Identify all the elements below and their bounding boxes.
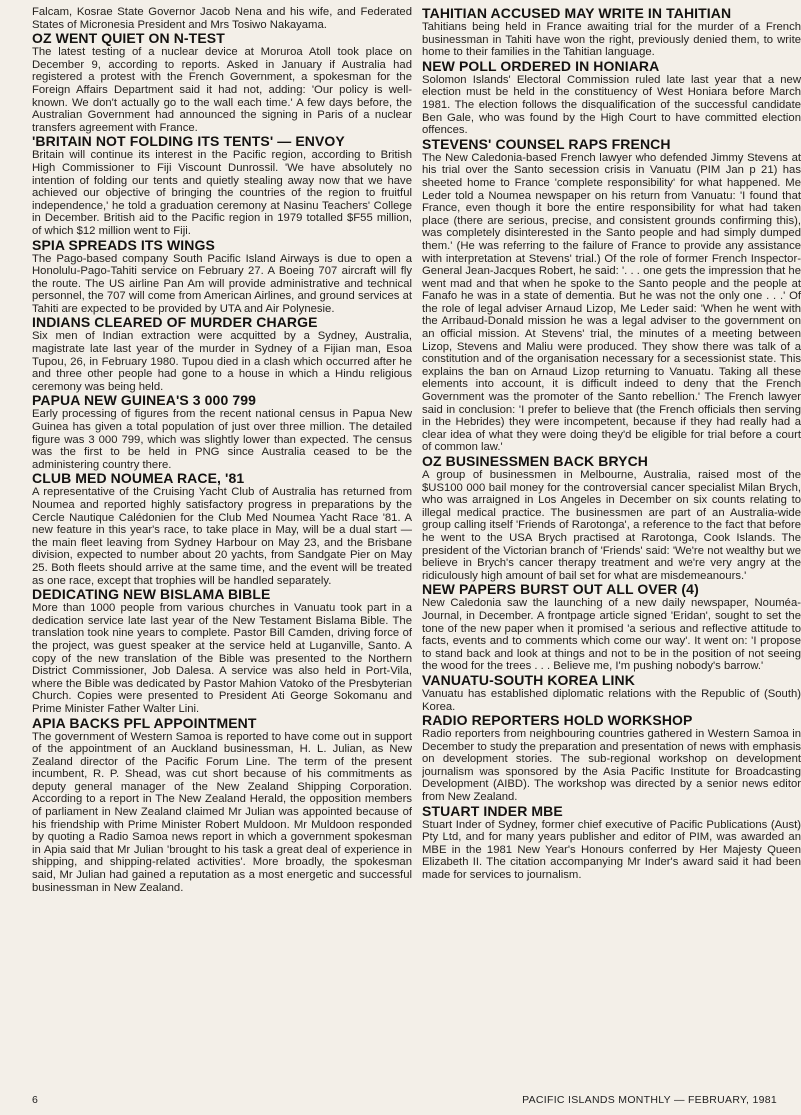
article-stuart-inder [422, 804, 801, 882]
article-body: A representative of the Cruising Yacht Club of Australia has returned from Noumea and reported highly satisfactory progress in preparations by the Cercle Nautique Calédonien for the Club Med Noumea Yacht Race '81. A new feature in this year's race, to take place in May, will be a dual start — the main fleet leaving from Sydney Harbour on May 23, and the Brisbane division, expected to number about 20 yachts, from Sandgate Pier on May 25. Both fleets should arrive at the same time, and the event will be treated as one race, except that trophies will be handled separately. [32, 486, 412, 587]
article-body: The New Caledonia-based French lawyer who defended Jimmy Stevens at his trial over the Santo secession crisis in Vanuatu (PIM Jan p 21) has sheeted home to France 'complete responsibility' for what happened. Me Leder told a Noumea newspaper on his return from Vanuatu: 'I found that France, even though it bore the entire responsibility for what had taken place (there are serious, precise, and consistent grounds confirming this), was completely disinterested in the Santo people and had simply dumped them.' (He was referring to the failure of France to provide any assistance with interpretation at Stevens' trial.) Of the role of former French Inspector-General Jean-Jacques Robert, he said: '. . . one gets the impression that he went mad and that when he spoke to the Santo people and the people at Fanafo he was in a state of dementia. But he was not the only one . . .' Of the role of legal adviser Arnaud Lizop, Me Leder said: 'When he went with the Arribaud-Donald mission he was a legal adviser to the government on an official mission. At Stevens' trial, the minutes of a meeting between Lizop, Stevens and Maliu were produced. They show there was talk of a constitution and of the organisation necessary for a secessionist state. This explains the ban on Arnaud Lizop returning to Vanuatu. Taking all these elements into account, it is difficult indeed to deny that the French Government was the promoter of the Santo rebellion.' The French lawyer said in conclusion: 'I prefer to believe that (the French officials then serving in the Hebrides) they were incompetent, because if they had really had a clear idea of what they were doing they'd be eligible for trial before a court of common law.' [422, 151, 801, 454]
article-png-census [32, 393, 412, 471]
article-britain-envoy [32, 134, 412, 237]
article-vanuatu-korea [422, 673, 801, 713]
article-headline: DEDICATING NEW BISLAMA BIBLE [32, 586, 271, 603]
article-headline: RADIO REPORTERS HOLD WORKSHOP [422, 712, 693, 729]
article-spia-wings [32, 238, 412, 316]
article-bislama-bible [32, 587, 412, 715]
article-body: The government of Western Samoa is reported to have come out in support of the appointment of an Auckland businessman, H. L. Julian, as New Zealand director of the Pacific Forum Line. The term of the present incumbent, R. P. Shead, was cut short because of his commitments as deputy general manager of the New Zealand Shipping Corporation. According to a report in The New Zealand Herald, the opposition members of parliament in New Zealand claimed Mr Julian was appointed because of his friendship with Prime Minister Robert Muldoon. Mr Muldoon responded by quoting a Radio Samoa news report in which a government spokesman in Apia said that Mr Julian 'brought to his task a great deal of experience in shipping, and shipping-related activities'. More broadly, the spokesman said, Mr Julian had gained a reputation as a most energetic and successful businessman in New Zealand. [32, 730, 412, 894]
article-body: Falcam, Kosrae State Governor Jacob Nena and his wife, and Federated States of Micronesia President and Mrs Tosiwo Nakayama. [32, 6, 412, 31]
right-column [422, 6, 801, 882]
article-brych-bail [422, 454, 801, 582]
article-headline: APIA BACKS PFL APPOINTMENT [32, 714, 257, 731]
article-headline: INDIANS CLEARED OF MURDER CHARGE [32, 314, 318, 331]
article-radio-workshop [422, 713, 801, 804]
article-body: Early processing of figures from the recent national census in Papua New Guinea has given a total population of just over three million. The detailed figure was 3 000 799, which was slightly lower than expected. The census was the first to be held in PNG since Australia ceased to be the administering country there. [32, 408, 412, 471]
article-indians-cleared [32, 315, 412, 393]
article-stevens-counsel [422, 137, 801, 454]
article-body: The latest testing of a nuclear device at Moruroa Atoll took place on December 9, according to reports. Asked in January if Australia had registered a protest with the French Government, a spokesman for the Foreign Affairs Department said it had not, adding: 'Our policy is well-known. We don't actually go to the wall each time.' A few days before, the Australian Government had announced the signing in Paris of a nuclear transfers agreement with France. [32, 46, 412, 134]
article-headline: PAPUA NEW GUINEA'S 3 000 799 [32, 392, 256, 409]
article-headline: OZ WENT QUIET ON N-TEST [32, 30, 225, 47]
article-headline: TAHITIAN ACCUSED MAY WRITE IN TAHITIAN [422, 6, 732, 21]
article-body: Radio reporters from neighbouring countries gathered in Western Samoa in December to study the preparation and presentation of news with emphasis on development stories. The sub-regional workshop on development journalism was sponsored by the Asia Pacific Institute for Broadcasting Development (AIBD). The workshop was directed by a senior news editor from New Zealand. [422, 728, 801, 804]
article-body: Vanuatu has established diplomatic relations with the Republic of (South) Korea. [422, 687, 801, 713]
article-headline: STUART INDER MBE [422, 802, 563, 819]
article-apia-pfl [32, 716, 412, 895]
article-body: Tahitians being held in France awaiting trial for the murder of a French businessman in Tahiti have won the right, previously denied them, to write home to their families in the Tahitian language. [422, 21, 801, 59]
article-headline: 'BRITAIN NOT FOLDING ITS TENTS' — ENVOY [32, 133, 345, 150]
article-tahitian-accused [422, 6, 801, 59]
article-body: Stuart Inder of Sydney, former chief executive of Pacific Publications (Aust) Pty Ltd, and for many years publisher and editor of PIM, was awarded an MBE in the 1981 New Year's Honours conferred by Her Majesty Queen Elizabeth II. The citation accompanying Mr Inder's award said it had been made for services to journalism. [422, 818, 801, 882]
article-headline: NEW POLL ORDERED IN HONIARA [422, 57, 660, 74]
article-new-papers [422, 582, 801, 673]
article-headline: SPIA SPREADS ITS WINGS [32, 236, 215, 253]
article-body: The Pago-based company South Pacific Island Airways is due to open a Honolulu-Pago-Tahiti service on February 27. A Boeing 707 aircraft will fly the route. The US airline Pan Am will provide administrative and technical personnel, the 707 will come from American Airlines, and ground services at Tahiti are expected to be provided by UTA and Air Polynesie. [32, 252, 412, 315]
article-body: Six men of Indian extraction were acquitted by a Sydney, Australia, magistrate late last year of the murder in Sydney of a Fijian man, Esoa Tupou, 26, in February 1980. Tupou died in a clash which occurred after he and three other people had gone to a house in which a Hindu religious ceremony was being held. [32, 330, 412, 393]
article-headline: VANUATU-SOUTH KOREA LINK [422, 671, 635, 688]
article-headline: CLUB MED NOUMEA RACE, '81 [32, 470, 245, 487]
page-footer [0, 1094, 801, 1110]
article-club-med-race [32, 471, 412, 587]
article-body: Solomon Islands' Electoral Commission ruled late last year that a new election must be held in the constituency of West Honiara before March 1981. The election follows the disqualification of the successful candidate Ben Gale, who was found by the High Court to have committed election offences. [422, 73, 801, 137]
article-headline: STEVENS' COUNSEL RAPS FRENCH [422, 135, 671, 152]
article-body: More than 1000 people from various churches in Vanuatu took part in a dedication service late last year of the New Testament Bislama Bible. The translation took nine years to complete. Pastor Bill Camden, driving force of the project, was guest speaker at the service held at Luganville, Santo. A copy of the new translation of the Bible was presented to the Northern District Commissioner, Job Dalesa. A service was also held in Port-Vila, where the Bible was dedicated by Pastor Mahion Vatoko of the Presbyterian Church. Copies were presented to President Ati George Sokomanu and Prime Minister Father Walter Lini. [32, 602, 412, 715]
article-body: A group of businessmen in Melbourne, Australia, raised most of the $US100 000 bail money for the controversial cancer specialist Milan Brych, who was arraigned in Los Angeles in December on six counts relating to illegal medical practice. The businessmen are part of an Australia-wide group calling itself 'Friends of Rarotonga', a reference to the fact that before he went to the USA Brych practised at Rarotonga, Cook Islands. The president of the Victorian branch of 'Friends' said: 'We're not wealthy but we believe in Brych's cancer therapy treatment and we're very angry at the ridiculously high amount of bail set for what are misdemeanours.' [422, 469, 801, 582]
article-body: Britain will continue its interest in the Pacific region, according to British High Commissioner to Fiji Viscount Dunrossil. 'We have absolutely no intention of folding our tents and quietly stealing away now that we have achieved our objective of bringing the countries of the region to fruitful independence,' he told a graduation ceremony at Nasinu Teachers' College in December. British aid to the Pacific region in 1979 totalled $F55 million, of which $12 million went to Fiji. [32, 149, 412, 237]
article-headline: NEW PAPERS BURST OUT ALL OVER (4) [422, 581, 699, 598]
article-body: New Caledonia saw the launching of a new daily newspaper, Nouméa-Journal, in December. A frontpage article signed 'Eridan', sought to set the tone of the new paper when it promised 'a serious and reflective attitude to facts, events and to comments which come our way'. It went on: 'I propose to stand back and look at things and not to be in the position of not seeing the wood for the trees . . . Believe me, I'm pushing nobody's barrow.' [422, 597, 801, 673]
page-number: 6 [32, 1094, 38, 1106]
article-continued [32, 6, 412, 31]
publication-masthead: PACIFIC ISLANDS MONTHLY — FEBRUARY, 1981 [522, 1094, 777, 1106]
article-headline: OZ BUSINESSMEN BACK BRYCH [422, 453, 648, 469]
left-column [32, 6, 412, 894]
article-oz-nuclear-test [32, 31, 412, 134]
article-honiara-poll [422, 59, 801, 137]
